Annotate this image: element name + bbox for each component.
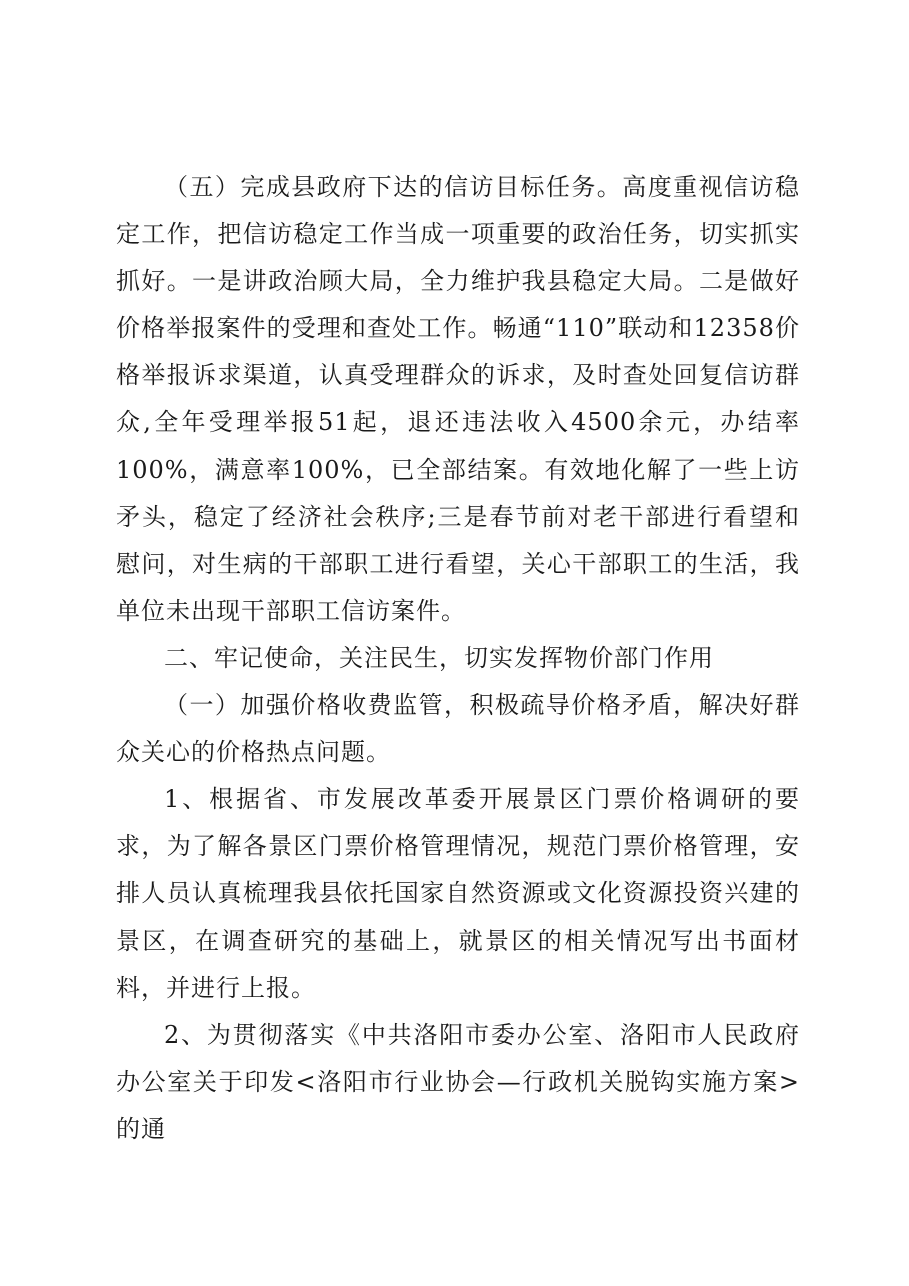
paragraph-price-supervision: （一）加强价格收费监管，积极疏导价格矛盾，解决好群众关心的价格热点问题。 xyxy=(116,691,800,767)
paragraph-petition-tasks: （五）完成县政府下达的信访目标任务。高度重视信访稳定工作，把信访稳定工作当成一项重要的政治任务，切实抓实抓好。一是讲政治顾大局，全力维护我县稳定大局。二是做好价格举报案件的受理和查处工作。畅通“110”联动和12358价格举报诉求渠道，认真受理群众的诉求，及时查处回复信访群众,全年受理举报51起，退还违法收入4500余元，办结率100%，满意率100%，已全部结案。有效地化解了一些上访矛头，稳定了经济社会秩序;三是春节前对老干部进行看望和慰问，对生病的干部职工进行看望，关心干部职工的生活，我单位未出现干部职工信访案件。 xyxy=(116,173,800,625)
paragraph-scenic-tickets: 1、根据省、市发展改革委开展景区门票价格调研的要求，为了解各景区门票价格管理情况，规范门票价格管理，安排人员认真梳理我县依托国家自然资源或文化资源投资兴建的景区，在调查研究的基础上，就景区的相关情况写出书面材料，并进行上报。 xyxy=(116,785,800,1002)
document-body xyxy=(116,164,800,1153)
paragraph-association-decoupling: 2、为贯彻落实《中共洛阳市委办公室、洛阳市人民政府办公室关于印发<洛阳市行业协会—行政机关脱钩实施方案>的通 xyxy=(116,1020,800,1143)
section-heading-two: 二、牢记使命，关注民生，切实发挥物价部门作用 xyxy=(164,643,714,672)
